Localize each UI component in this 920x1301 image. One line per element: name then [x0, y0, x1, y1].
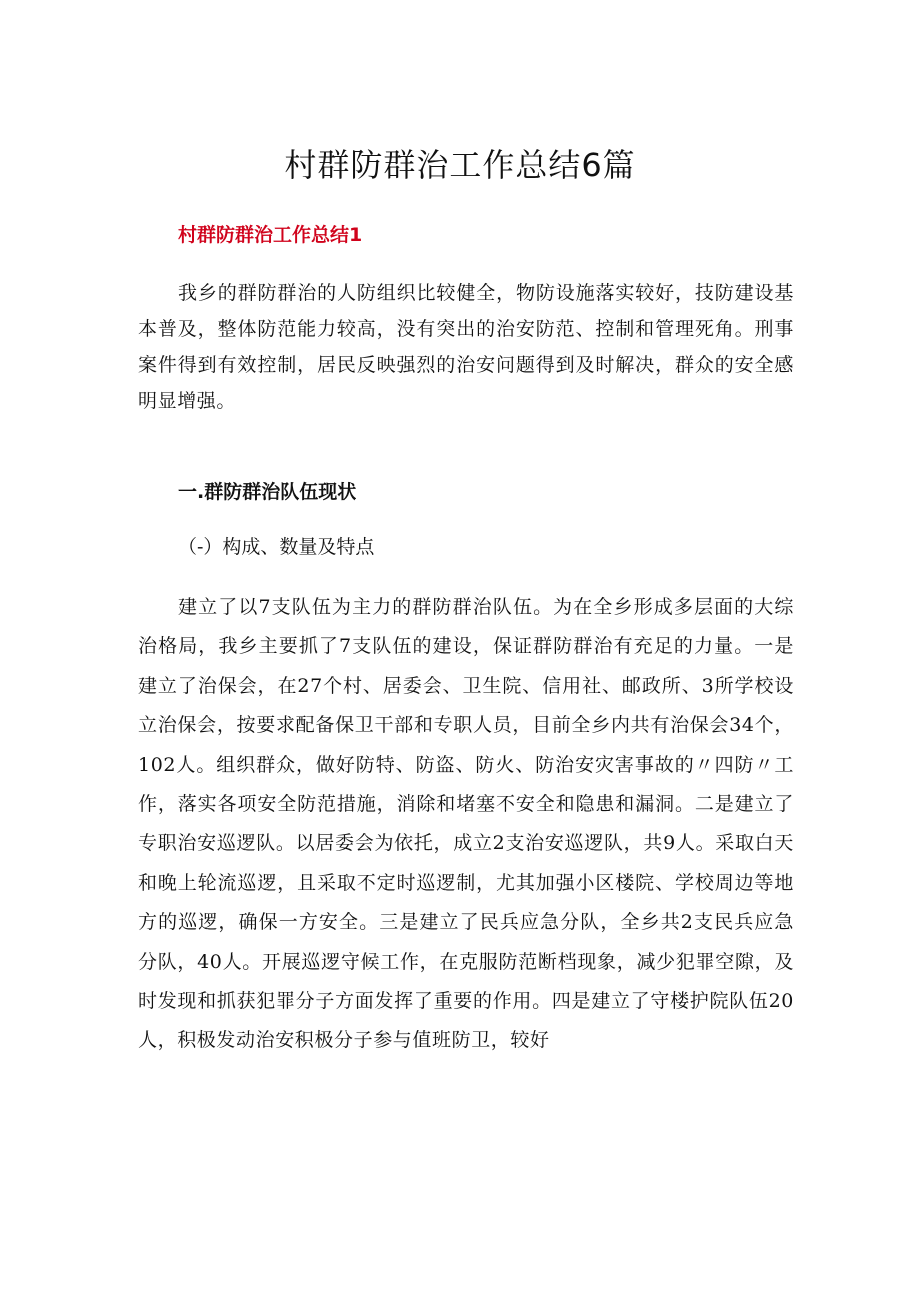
- intro-paragraph: 我乡的群防群治的人防组织比较健全，物防设施落实较好，技防建设基本普及，整体防范能力较高，没有突出的治安防范、控制和管理死角。刑事案件得到有效控制，居民反映强烈的治安问题得到及时解决，群众的安全感明显增强。: [138, 282, 794, 412]
- section-title: 村群防群治工作总结1: [178, 224, 363, 246]
- heading-team-status: 一.群防群治队伍现状: [178, 481, 357, 503]
- body-paragraph: 建立了以7支队伍为主力的群防群治队伍。为在全乡形成多层面的大综治格局，我乡主要抓了7支队伍的建设，保证群防群治有充足的力量。一是建立了治保会，在27个村、居委会、卫生院、信用社、邮政所、3所学校设立治保会，按要求配备保卫干部和专职人员，目前全乡内共有治保会34个，102人。组织群众，做好防特、防盗、防火、防治安灾害事故的〃四防〃工作，落实各项安全防范措施，消除和堵塞不安全和隐患和漏洞。二是建立了专职治安巡逻队。以居委会为依托，成立2支治安巡逻队，共9人。采取白天和晚上轮流巡逻，且采取不定时巡逻制，尤其加强小区楼院、学校周边等地方的巡逻，确保一方安全。三是建立了民兵应急分队，全乡共2支民兵应急分队，40人。开展巡逻守候工作，在克服防范断档现象，减少犯罪空隙，及时发现和抓获犯罪分子方面发挥了重要的作用。四是建立了守楼护院队伍20人，积极发动治安积极分子参与值班防卫，较好: [138, 596, 794, 1052]
- document-title: 村群防群治工作总结6篇: [284, 146, 636, 184]
- subheading-composition: （-）构成、数量及特点: [178, 536, 375, 558]
